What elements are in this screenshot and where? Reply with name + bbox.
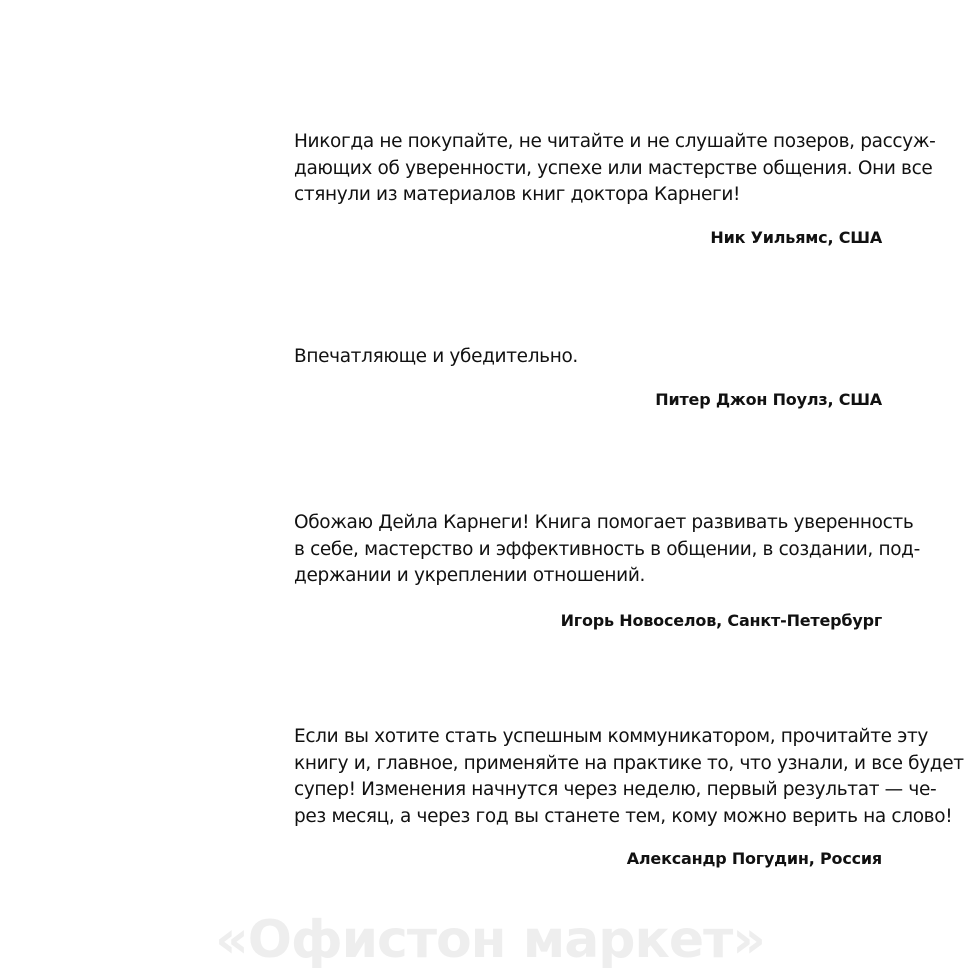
- testimonial-1: [294, 129, 936, 247]
- testimonial-quote: [294, 724, 964, 830]
- quote-line: книгу и, главное, применяйте на практике то, что узнали, и все будет: [294, 752, 964, 774]
- quote-line: супер! Изменения начнутся через неделю, первый результат — че-: [294, 779, 937, 800]
- quote-line: Впечатляюще и убедительно.: [294, 346, 578, 367]
- testimonial-author: Питер Джон Поулз, США: [655, 389, 882, 409]
- quote-line: держании и укреплении отношений.: [294, 565, 646, 586]
- quote-line: рез месяц, а через год вы станете тем, кому можно верить на слово!: [294, 805, 953, 827]
- testimonial-author: Александр Погудин, Россия: [626, 849, 882, 868]
- quote-line: в себе, мастерство и эффективность в общении, в создании, под-: [294, 538, 920, 560]
- testimonial-2: [294, 344, 882, 409]
- testimonial-4: [294, 724, 964, 868]
- testimonial-author: Ник Уильямс, США: [710, 227, 882, 247]
- quote-line: Обожаю Дейла Карнеги! Книга помогает развивать уверенность: [294, 512, 914, 533]
- testimonial-author: Игорь Новоселов, Санкт-Петербург: [560, 610, 882, 630]
- watermark: «Офистон маркет»: [215, 910, 765, 970]
- quote-line: стянули из материалов книг доктора Карнеги!: [294, 184, 741, 205]
- testimonial-quote: [294, 344, 882, 371]
- testimonial-3: [294, 510, 920, 630]
- quote-line: дающих об уверенности, успехе или мастерстве общения. Они все: [294, 157, 933, 179]
- quote-line: Никогда не покупайте, не читайте и не слушайте позеров, рассуж-: [294, 131, 936, 152]
- quote-line: Если вы хотите стать успешным коммуникатором, прочитайте эту: [294, 726, 929, 747]
- testimonial-quote: [294, 510, 920, 590]
- testimonial-quote: [294, 129, 936, 209]
